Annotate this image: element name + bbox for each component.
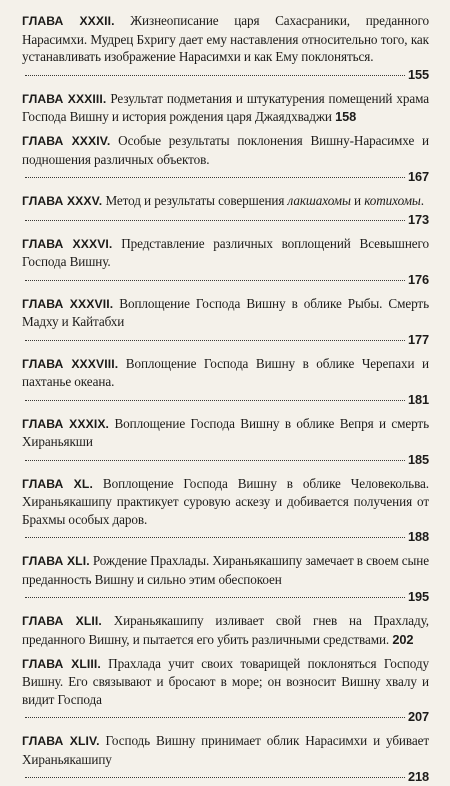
dot-leader: [25, 717, 405, 718]
chapter-number: ГЛАВА XL.: [22, 476, 93, 491]
page-number: 188: [407, 529, 429, 544]
chapter-number: ГЛАВА XLIII.: [22, 656, 101, 671]
toc-entry-xl: [22, 475, 429, 546]
dot-leader: [25, 340, 405, 341]
page-number: 158: [335, 109, 357, 124]
chapter-number: ГЛАВА XXXIX.: [22, 416, 110, 431]
chapter-title-part: Метод и результаты совершения: [105, 193, 288, 208]
dot-leader: [25, 777, 405, 778]
toc-entry-xxxvii: [22, 295, 429, 349]
chapter-title: Жизнеописание царя Сахасраники, преданного Нарасимхи. Мудрец Бхригу дает ему наставления относительно того, как устанавливать изображение Нарасимхи и как Ему поклоняться.: [22, 13, 429, 64]
chapter-title-part: .: [420, 193, 424, 208]
page-number: 176: [407, 271, 429, 287]
chapter-number: ГЛАВА XXXIII.: [22, 91, 107, 106]
chapter-title: Представление различных воплощений Всевышнего Господа Вишну.: [22, 235, 430, 269]
page-number: 207: [407, 709, 429, 724]
dot-leader: [25, 75, 405, 76]
chapter-number: ГЛАВА XXXII.: [22, 14, 115, 28]
chapter-title: Прахлада учит своих товарищей поклоняться Господу Вишну. Его связывают и бросают в море; он возносит Вишну хвалу и видит Господа: [22, 655, 429, 707]
chapter-number: ГЛАВА XXXVII.: [22, 296, 114, 311]
chapter-title-part: и: [350, 193, 365, 208]
page-number: 177: [407, 331, 429, 347]
chapter-number: ГЛАВА XXXIV.: [22, 134, 111, 148]
page-number: 202: [392, 631, 414, 647]
toc-entry-xxxv: [22, 192, 429, 228]
dot-leader: [25, 400, 405, 401]
dot-leader: [25, 597, 405, 598]
page-number: 173: [407, 211, 429, 227]
chapter-title: Особые результаты поклонения Вишну-Нарасимхе и подношения различных объектов.: [22, 133, 429, 167]
chapter-title: Воплощение Господа Вишну в облике Рыбы. Смерть Мадху и Кайтабхи: [22, 295, 429, 329]
toc-entry-xxxiii: [22, 90, 429, 126]
chapter-title: Воплощение Господа Вишну в облике Вепря и смерть Хираньякши: [22, 415, 430, 449]
toc-entry-xxxix: [22, 415, 429, 469]
toc-entry-xxxii: [22, 12, 429, 83]
dot-leader: [25, 220, 405, 221]
chapter-title: Результат подметания и штукатурения помещений храма Господа Вишну и история рождения царя Джаядхваджи: [22, 90, 430, 124]
chapter-title: Воплощение Господа Вишну в облике Черепахи и пахтанье океана.: [22, 355, 429, 389]
dot-leader: [25, 460, 405, 461]
chapter-number: ГЛАВА XXXV.: [22, 194, 103, 208]
chapter-title: Рождение Прахлады. Хираньякашипу замечает в своем сыне преданность Вишну и сильно этим обеспокоен: [22, 553, 430, 587]
page-number: 167: [407, 169, 429, 184]
page-number: 218: [407, 769, 429, 784]
toc-entry-xxxiv: [22, 132, 429, 186]
chapter-title: Воплощение Господа Вишну в облике Человекольва. Хираньякашипу практикует суровую аскезу и добивается получения от Брахмы особых даров.: [22, 475, 429, 527]
dot-leader: [25, 280, 405, 281]
chapter-title-italic: котихомы: [364, 193, 421, 208]
dot-leader: [25, 177, 405, 178]
chapter-number: ГЛАВА XLI.: [22, 554, 90, 568]
chapter-title-italic: лакшахомы: [287, 193, 351, 208]
toc-entry-xxxviii: [22, 355, 429, 409]
chapter-number: ГЛАВА XLII.: [22, 614, 102, 628]
chapter-title: Хираньякашипу изливает свой гнев на Прахладу, преданного Вишну, и пытается его убить различными средствами.: [22, 613, 429, 647]
chapter-title: Господь Вишну принимает облик Нарасимхи и убивает Хираньякашипу: [22, 733, 430, 767]
chapter-number: ГЛАВА XLIV.: [22, 734, 100, 748]
toc-entry-xxxvi: [22, 235, 429, 289]
page-number: 181: [407, 391, 429, 407]
chapter-number: ГЛАВА XXXVI.: [22, 236, 113, 251]
chapter-number: ГЛАВА XXXVIII.: [22, 356, 119, 371]
page-number: 195: [407, 589, 429, 604]
toc-entry-xliv: [22, 732, 429, 786]
page-number: 185: [407, 451, 429, 467]
toc-entry-xliii: [22, 655, 429, 726]
dot-leader: [25, 537, 405, 538]
toc-entry-xli: [22, 552, 429, 606]
toc-entry-xlii: [22, 612, 429, 648]
page-number: 155: [407, 66, 429, 82]
